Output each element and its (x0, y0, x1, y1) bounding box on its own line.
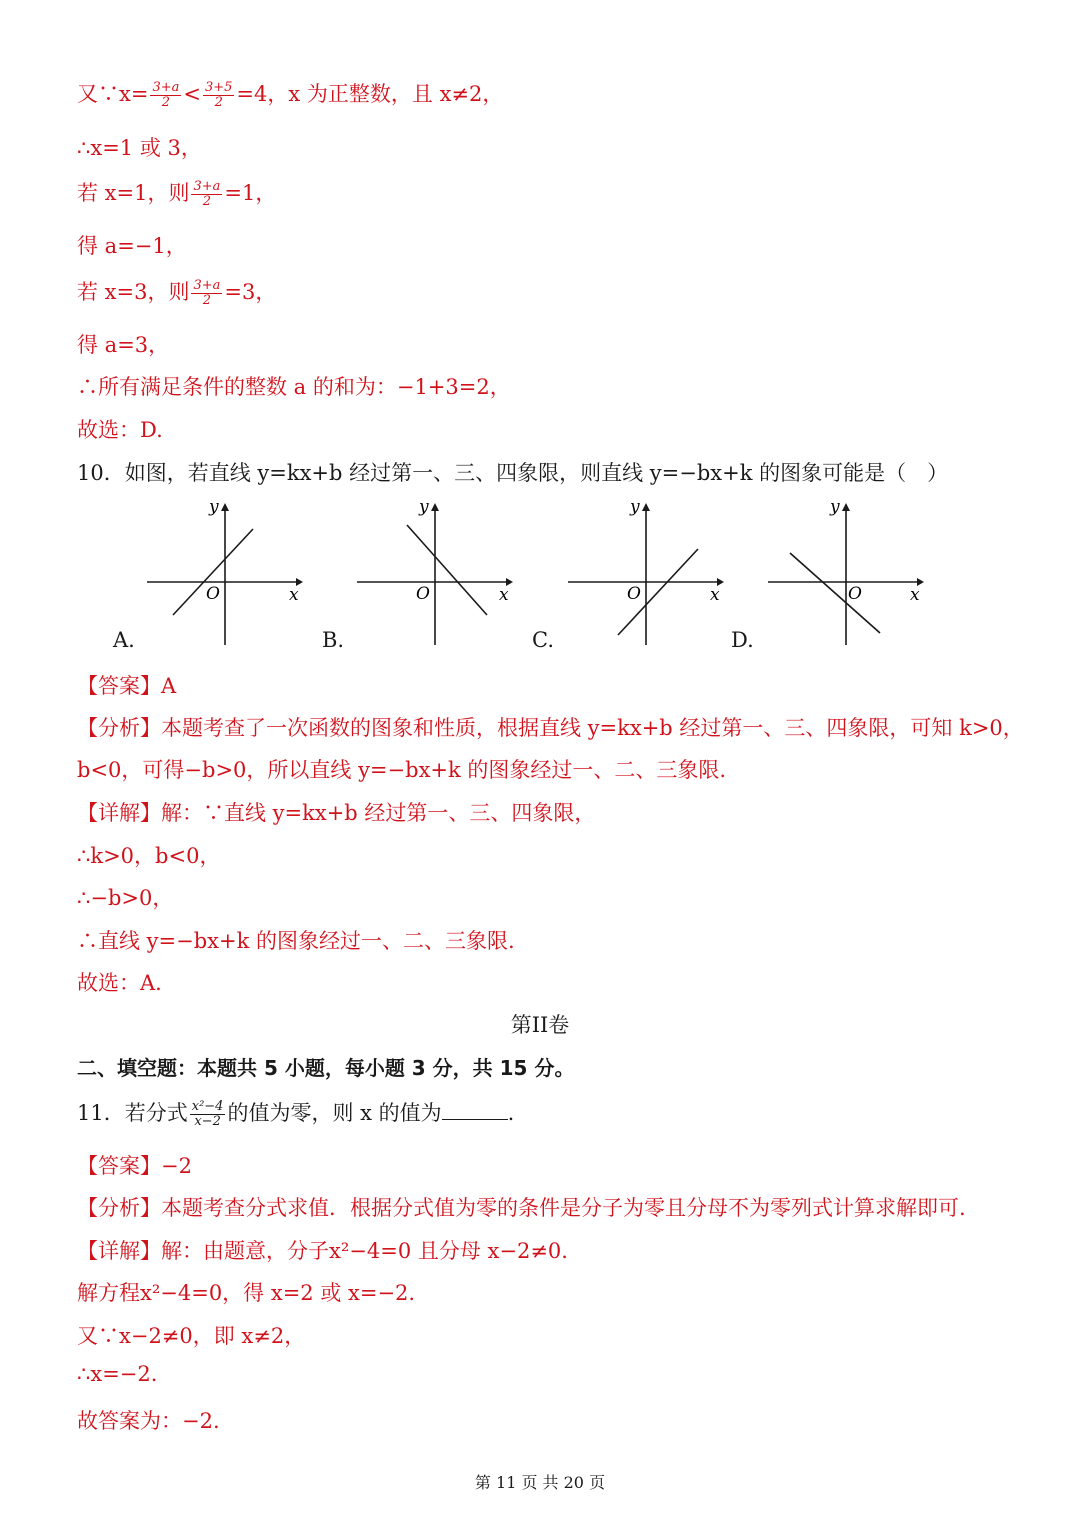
answer-blank (442, 1099, 508, 1120)
svg-text:x: x (289, 585, 299, 605)
detail-11-line-1: 【详解】解：由题意，分子x²−4=0 且分母 x−2≠0. (77, 1239, 568, 1263)
svg-text:y: y (630, 497, 640, 517)
graph-option-b (355, 497, 515, 647)
option-a-label: A. (113, 628, 135, 652)
fraction: $\frac{3+a}{2}$ (193, 278, 221, 308)
svg-text:O: O (848, 584, 862, 604)
svg-text:y: y (209, 497, 219, 517)
svg-text:O: O (206, 584, 220, 604)
svg-text:x: x (499, 585, 509, 605)
fraction: $\frac{3+5}{2}$ (204, 80, 233, 110)
detail-11-line-5: 故答案为：−2. (77, 1409, 220, 1433)
answer-10: 【答案】A (77, 674, 177, 698)
question-10: 10．如图，若直线 y=kx+b 经过第一、三、四象限，则直线 y=−bx+k 的图象可能是（ ） (77, 461, 949, 485)
option-c-label: C. (532, 628, 554, 652)
analysis-10-line-2: b<0，可得−b>0，所以直线 y=−bx+k 的图象经过一、二、三象限. (77, 758, 727, 782)
detail-11-line-3: 又∵x−2≠0，即 x≠2， (77, 1324, 306, 1348)
solution-line-3: 若 x=1，则 $\frac{3+a}{2}$ =1， (77, 179, 277, 209)
volume-title: 第II卷 (510, 1013, 570, 1037)
detail-10-line-5: 故选：A. (77, 971, 162, 995)
page-footer: 第 11 页 共 20 页 (474, 1473, 606, 1492)
svg-text:x: x (910, 585, 920, 605)
svg-text:x: x (710, 585, 720, 605)
section-heading: 二、填空题：本题共 5 小题，每小题 3 分，共 15 分。 (77, 1056, 575, 1080)
detail-11-line-4: ∴x=−2. (77, 1362, 158, 1386)
detail-10-line-4: ∴直线 y=−bx+k 的图象经过一、二、三象限. (77, 929, 515, 953)
solution-line-1: 又∵x= $\frac{3+a}{2}$ < $\frac{3+5}{2}$ =4，x 为正整数，且 x≠2， (77, 80, 504, 110)
analysis-10-line-1: 【分析】本题考查了一次函数的图象和性质，根据直线 y=kx+b 经过第一、三、四象限，可知 k>0， (77, 716, 1024, 740)
fraction: $\frac{3+a}{2}$ (193, 179, 221, 209)
fraction: $\frac{\text{x²−4}}{x-2}$ (191, 1099, 224, 1129)
svg-text:O: O (627, 584, 641, 604)
detail-10-line-3: ∴−b>0， (77, 886, 174, 910)
graph-option-a (145, 497, 305, 647)
solution-line-6: 得 a=3， (77, 333, 170, 357)
analysis-11: 【分析】本题考查分式求值．根据分式值为零的条件是分子为零且分母不为零列式计算求解即可. (77, 1196, 966, 1220)
option-b-label: B. (322, 628, 345, 652)
option-d-label: D. (731, 628, 754, 652)
solution-line-2: ∴x=1 或 3， (77, 136, 202, 160)
svg-text:y: y (830, 497, 840, 517)
detail-10-line-2: ∴k>0，b<0， (77, 844, 221, 868)
svg-text:O: O (416, 584, 430, 604)
solution-line-7: ∴所有满足条件的整数 a 的和为：−1+3=2， (77, 375, 511, 399)
question-11: 11．若分式 $\frac{\text{x²−4}}{x-2}$ 的值为零，则 x 的值为 . (77, 1099, 515, 1129)
graph-option-d (766, 497, 926, 647)
graph-option-c (566, 497, 726, 647)
solution-line-5: 若 x=3，则 $\frac{3+a}{2}$ =3， (77, 278, 277, 308)
answer-11: 【答案】−2 (77, 1154, 192, 1178)
svg-text:y: y (419, 497, 429, 517)
fraction: $\frac{3+a}{2}$ (152, 80, 180, 110)
detail-10-line-1: 【详解】解：∵直线 y=kx+b 经过第一、三、四象限， (77, 801, 596, 825)
detail-11-line-2: 解方程x²−4=0，得 x=2 或 x=−2. (77, 1281, 416, 1305)
solution-line-4: 得 a=−1， (77, 234, 187, 258)
solution-line-8: 故选：D. (77, 418, 163, 442)
